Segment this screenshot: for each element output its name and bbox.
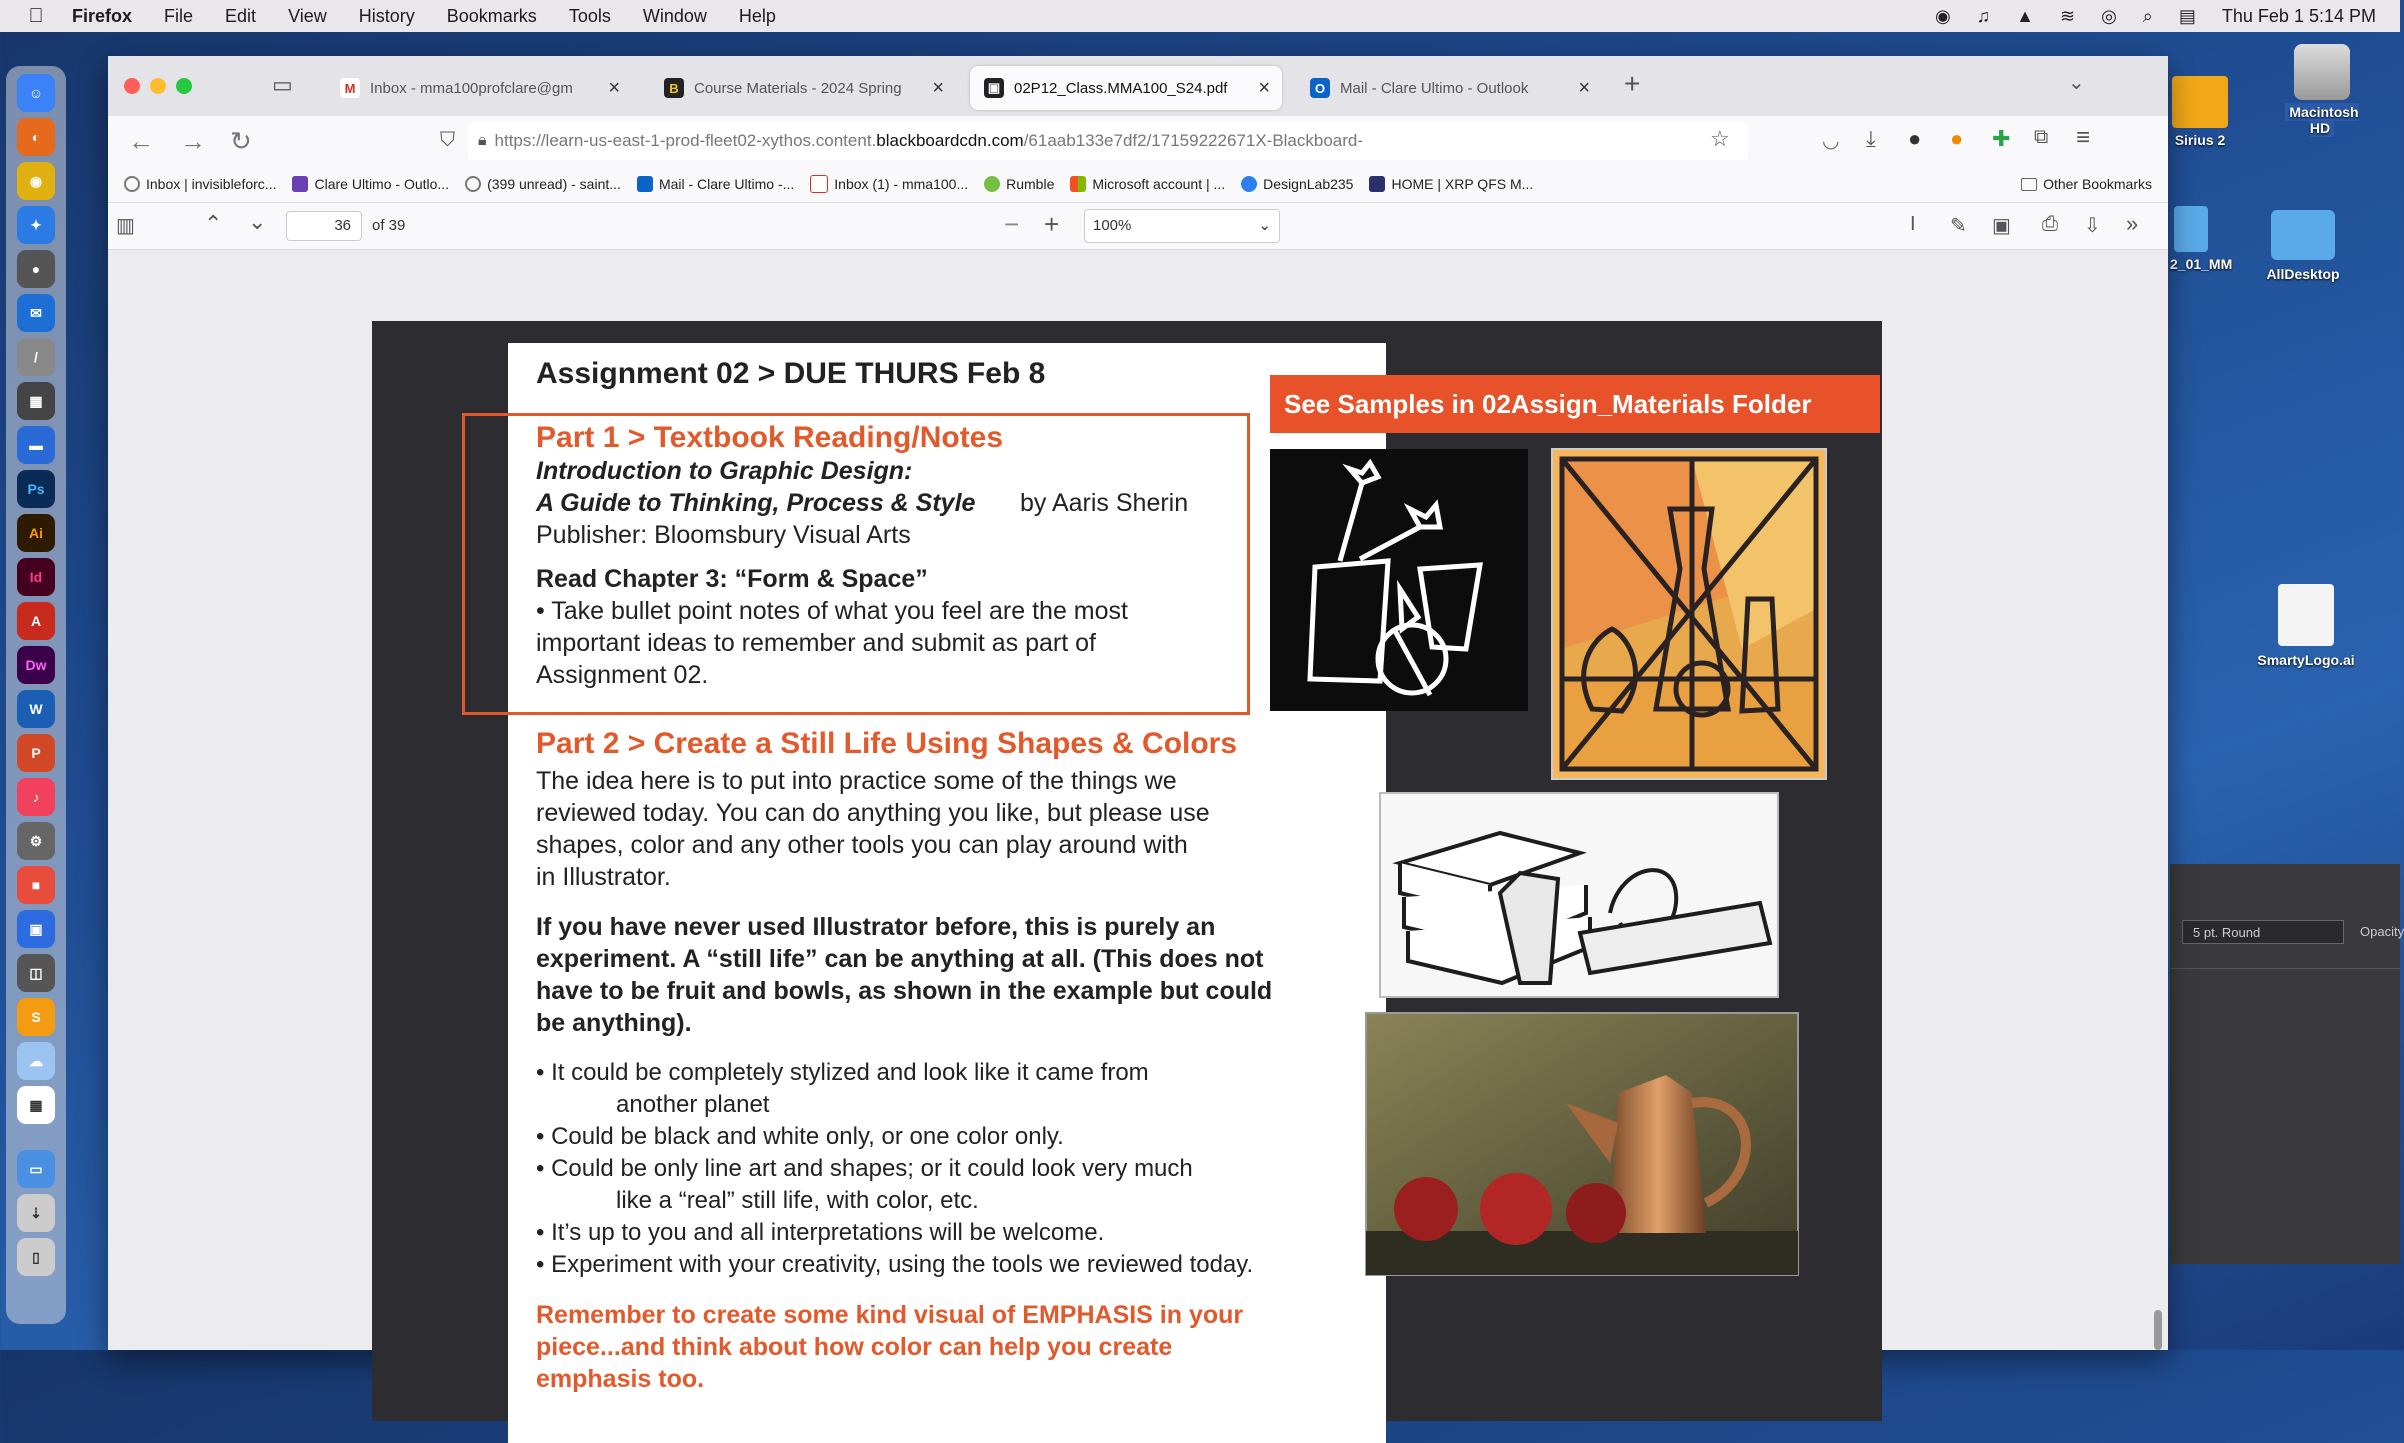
gmail-icon xyxy=(810,175,828,193)
globe-icon xyxy=(465,176,481,192)
screen-icon[interactable]: ▭ xyxy=(17,1150,55,1188)
menu-view[interactable]: View xyxy=(288,5,327,26)
menu-file[interactable]: File xyxy=(164,5,194,26)
part2-bold-line: If you have never used Illustrator before, this is purely an xyxy=(536,913,1216,941)
bookmark-label: (399 unread) - saint... xyxy=(487,176,621,192)
part2-intro-line: shapes, color and any other tools you can play around with xyxy=(536,831,1188,859)
bookmark-other[interactable] xyxy=(2021,176,2152,192)
bookmark-label: Inbox (1) - mma100... xyxy=(834,176,969,192)
powerpoint-icon[interactable]: P xyxy=(17,734,55,772)
globe-icon xyxy=(124,176,140,192)
outlook-icon xyxy=(637,176,653,192)
desktop-item-label: SmartyLogo.ai xyxy=(2257,652,2355,668)
sample-sketch-books xyxy=(1380,793,1778,997)
system-prefs-icon[interactable]: ⚙ xyxy=(17,822,55,860)
more-tools-icon[interactable]: » xyxy=(2126,211,2139,236)
xrp-icon xyxy=(1369,176,1385,192)
previous-page-icon[interactable]: ⌃ xyxy=(204,211,223,236)
new-tab-plus-icon[interactable]: + xyxy=(1624,68,1641,99)
firefox-icon[interactable]: ◐ xyxy=(17,118,55,156)
navigation-bar xyxy=(108,116,2168,166)
illustrator-panel xyxy=(2170,864,2404,1264)
bookmark-inbox-mma100[interactable] xyxy=(810,175,968,193)
tab-label: Course Materials - 2024 Spring xyxy=(694,79,902,97)
desktop-item-alldesktop[interactable] xyxy=(2248,210,2358,282)
extensions-puzzle-icon[interactable]: ⧉ xyxy=(2034,126,2049,148)
desktop-item-label: AllDesktop xyxy=(2266,266,2340,282)
menu-tools[interactable]: Tools xyxy=(568,5,611,26)
url-suffix: /61aab133e7df2/17159222671X-Blackboard- xyxy=(1023,131,1364,150)
desktop-item-mm[interactable] xyxy=(2170,206,2233,272)
extension-orange-icon[interactable]: ● xyxy=(1950,126,1964,151)
bookmark-label: Clare Ultimo - Outlo... xyxy=(314,176,450,192)
cloud-app-icon[interactable]: ☁ xyxy=(17,1042,55,1080)
book-publisher: Publisher: Bloomsbury Visual Arts xyxy=(536,521,911,549)
photos-app-icon[interactable]: ● xyxy=(17,250,55,288)
part1-heading: Part 1 > Textbook Reading/Notes xyxy=(536,421,1004,454)
folder-icon xyxy=(2271,210,2335,260)
user-icon[interactable]: ◎ xyxy=(2101,5,2117,26)
indesign-icon[interactable]: Id xyxy=(17,558,55,596)
part2-heading: Part 2 > Create a Still Life Using Shapes & Colors xyxy=(536,727,1238,760)
part1-bullet-line: important ideas to remember and submit as part of xyxy=(536,629,1096,657)
part2-bullet: • Could be only line art and shapes; or it could look very much xyxy=(536,1155,1193,1182)
next-page-icon[interactable]: ⌄ xyxy=(248,209,267,234)
folder-icon xyxy=(2021,178,2037,191)
sample-lineart-black xyxy=(1270,449,1528,711)
bookmark-mail-clare[interactable] xyxy=(637,176,794,192)
scrollbar-thumb[interactable] xyxy=(2154,1310,2162,1350)
bookmark-label: Microsoft account | ... xyxy=(1092,176,1226,192)
desktop-item-label: 2_01_MM xyxy=(2170,256,2233,272)
desktop-item-label: Macintosh HD xyxy=(2285,103,2358,137)
stroke-profile-select[interactable]: 5 pt. Round xyxy=(2182,920,2344,944)
downloads-stack-icon[interactable]: ⇣ xyxy=(17,1194,55,1232)
shield-icon[interactable]: ⛉ xyxy=(440,129,455,151)
spotlight-search-icon[interactable]: ⌕ xyxy=(2142,5,2153,26)
tab-overview-icon[interactable]: ▭ xyxy=(272,72,293,97)
acrobat-icon[interactable]: A xyxy=(17,602,55,640)
word-icon[interactable]: W xyxy=(17,690,55,728)
sidebar-toggle-icon[interactable]: ▥ xyxy=(116,215,135,237)
photoshop-icon[interactable]: Ps xyxy=(17,470,55,508)
menu-bookmarks[interactable]: Bookmarks xyxy=(446,5,537,26)
part1-bullet-line: Assignment 02. xyxy=(536,661,709,689)
part2-bold-line: have to be fruit and bowls, as shown in the example but could xyxy=(536,977,1273,1005)
menu-app-name[interactable]: Firefox xyxy=(72,5,133,26)
bookmark-label: HOME | XRP QFS M... xyxy=(1391,176,1534,192)
pen-app-icon[interactable]: / xyxy=(17,338,55,376)
text-cursor-icon[interactable]: I xyxy=(1910,213,1916,235)
lock-icon: 🔒︎ xyxy=(478,132,487,149)
dreamweaver-icon[interactable]: Dw xyxy=(17,646,55,684)
tab-bar xyxy=(108,56,2168,116)
part2-bullet: like a “real” still life, with color, etc. xyxy=(616,1187,979,1214)
part2-bullet: another planet xyxy=(616,1091,770,1118)
tab-gmail-inbox[interactable] xyxy=(326,66,632,110)
part2-intro-line: in Illustrator. xyxy=(536,863,671,891)
sublime-icon[interactable]: S xyxy=(17,998,55,1036)
pdf-icon: ▣ xyxy=(984,78,1004,98)
book-title-line2: A Guide to Thinking, Process & Style xyxy=(536,489,976,517)
extension-dark-icon[interactable]: ● xyxy=(1908,126,1922,151)
control-center-icon[interactable]: ▤ xyxy=(2178,5,2196,26)
screenshot-icon[interactable]: ◫ xyxy=(17,954,55,992)
pdf-viewer xyxy=(108,250,2168,1393)
dock xyxy=(6,66,66,1324)
bookmark-xrp[interactable] xyxy=(1369,176,1533,192)
reload-icon[interactable]: ↻ xyxy=(230,126,252,156)
assignment-title: Assignment 02 > DUE THURS Feb 8 xyxy=(536,357,1046,390)
bookmark-label: Other Bookmarks xyxy=(2043,176,2152,192)
music-icon[interactable]: ♪ xyxy=(17,778,55,816)
hamburger-menu-icon[interactable]: ≡ xyxy=(2076,124,2091,151)
bookmark-clare-outlook[interactable] xyxy=(292,176,449,192)
assignment-panel xyxy=(508,343,1386,1443)
menu-window[interactable]: Window xyxy=(642,5,707,26)
book-title-line1: Introduction to Graphic Design: xyxy=(536,457,913,485)
apple-icon[interactable] xyxy=(16,5,56,28)
bookmarks-toolbar xyxy=(108,166,2168,202)
headphones-icon[interactable]: ♫ xyxy=(1976,5,1991,26)
emphasis-line: piece...and think about how color can help you create xyxy=(536,1333,1173,1361)
menu-help[interactable]: Help xyxy=(738,5,776,26)
hard-drive-icon xyxy=(2294,44,2350,100)
launchpad-icon[interactable]: ▦ xyxy=(17,1086,55,1124)
panel-divider xyxy=(2170,968,2400,969)
opacity-label: Opacity xyxy=(2360,924,2404,939)
bookmark-microsoft[interactable] xyxy=(1070,176,1225,192)
tab-label: Mail - Clare Ultimo - Outlook xyxy=(1340,79,1529,97)
desktop-item-smartylogo[interactable] xyxy=(2238,584,2374,668)
save-icon[interactable]: ⇩ xyxy=(2084,215,2101,237)
bookmark-label: Rumble xyxy=(1006,176,1055,192)
bookmark-n-icon xyxy=(292,176,308,192)
tab-course-materials[interactable] xyxy=(650,66,956,110)
bookmark-label: Mail - Clare Ultimo -... xyxy=(658,176,795,192)
download-icon[interactable]: ⤓ xyxy=(1866,126,1876,151)
bookmark-designlab[interactable] xyxy=(1241,176,1353,192)
bookmark-saint[interactable] xyxy=(465,176,621,192)
thunderbird-icon[interactable]: ✉ xyxy=(17,294,55,332)
app-store-icon[interactable]: ▬ xyxy=(17,426,55,464)
page-count: of 39 xyxy=(372,217,406,234)
sample-painting-teapot xyxy=(1366,1013,1798,1275)
part2-bullet: • It’s up to you and all interpretations will be welcome. xyxy=(536,1219,1105,1246)
tab-label: 02P12_Class.MMA100_S24.pdf xyxy=(1014,79,1228,97)
part2-bold-line: experiment. A “still life” can be anything at all. (This does not xyxy=(536,945,1264,973)
part2-bold-line: be anything). xyxy=(536,1009,692,1037)
bookmark-label: Inbox | invisibleforc... xyxy=(146,176,277,192)
emphasis-line: Remember to create some kind visual of EMPHASIS in your xyxy=(536,1301,1244,1329)
calculator-icon[interactable]: ▦ xyxy=(17,382,55,420)
url-domain: blackboardcdn.com xyxy=(876,131,1024,150)
tab-label: Inbox - mma100profclare@gm xyxy=(370,79,573,97)
part2-intro-line: reviewed today. You can do anything you like, but please use xyxy=(536,799,1210,827)
part2-bullet: • Could be black and white only, or one color only. xyxy=(536,1123,1064,1150)
tab-outlook-mail[interactable] xyxy=(1296,66,1602,110)
minimize-window-button[interactable] xyxy=(150,78,166,94)
pocket-icon[interactable]: ◡ xyxy=(1822,130,1840,152)
close-icon[interactable]: × xyxy=(1578,76,1590,99)
chevron-down-icon: ⌄ xyxy=(1258,217,1271,234)
slide-page xyxy=(372,321,1882,1421)
page-number-input[interactable]: 36 xyxy=(286,211,362,241)
part2-intro-line: The idea here is to put into practice some of the things we xyxy=(536,767,1177,795)
samples-banner: See Samples in 02Assign_Materials Folder xyxy=(1270,375,1880,433)
menu-history[interactable]: History xyxy=(358,5,415,26)
zoom-in-icon[interactable]: + xyxy=(1044,209,1060,239)
part2-bullet: • Experiment with your creativity, using the tools we reviewed today. xyxy=(536,1251,1254,1278)
book-author: by Aaris Sherin xyxy=(1020,489,1189,517)
document-icon xyxy=(2278,584,2334,646)
bookmark-label: DesignLab235 xyxy=(1263,176,1354,192)
bookmark-invisibleforce[interactable] xyxy=(124,176,276,192)
desktop-item-sirius[interactable] xyxy=(2170,76,2230,148)
extension-green-icon[interactable]: ✚ xyxy=(1992,126,2011,151)
zoom-out-icon[interactable]: − xyxy=(1004,209,1020,239)
bookmark-star-icon[interactable]: ☆ xyxy=(1710,126,1730,151)
safari-icon[interactable]: ✦ xyxy=(17,206,55,244)
url-prefix: https://learn-us-east-1-prod-fleet02-xythos.content. xyxy=(494,131,877,150)
desktop-item-macintosh-hd[interactable] xyxy=(2272,44,2372,136)
chrome-icon[interactable]: ◉ xyxy=(17,162,55,200)
microsoft-icon xyxy=(1070,176,1086,192)
finder-icon[interactable]: ☺ xyxy=(17,74,55,112)
close-icon[interactable]: × xyxy=(608,76,620,99)
zoom-window-button[interactable] xyxy=(176,78,192,94)
url-bar[interactable] xyxy=(468,122,1748,160)
folder-icon xyxy=(2172,76,2228,128)
draw-pen-icon[interactable]: ✎ xyxy=(1950,215,1967,237)
menu-clock[interactable]: Thu Feb 1 5:14 PM xyxy=(2221,5,2376,26)
zoom-select[interactable] xyxy=(1084,209,1280,243)
airplay-icon[interactable]: ▲ xyxy=(2016,5,2034,26)
app-red-icon[interactable]: ■ xyxy=(17,866,55,904)
close-window-button[interactable] xyxy=(124,78,140,94)
desktop-item-label: Sirius 2 xyxy=(2174,132,2226,148)
menu-edit[interactable]: Edit xyxy=(225,5,257,26)
record-icon[interactable]: ◉ xyxy=(1934,5,1951,26)
close-icon[interactable]: × xyxy=(1258,76,1270,99)
back-arrow-icon[interactable]: ← xyxy=(128,126,154,156)
outlook-icon: O xyxy=(1310,78,1330,98)
wifi-icon[interactable]: ≋ xyxy=(2059,5,2076,26)
emphasis-line: emphasis too. xyxy=(536,1365,705,1393)
wordpress-icon xyxy=(1241,176,1257,192)
sample-cubist-orange xyxy=(1552,449,1826,779)
zoom-value: 100% xyxy=(1093,217,1132,234)
close-icon[interactable]: × xyxy=(932,76,944,99)
illustrator-icon[interactable]: Ai xyxy=(17,514,55,552)
gmail-icon: M xyxy=(340,78,360,98)
bookmark-rumble[interactable] xyxy=(984,176,1054,192)
preview-icon[interactable]: ▣ xyxy=(17,910,55,948)
tab-list-chevron-icon[interactable]: ⌄ xyxy=(2068,72,2085,94)
rumble-icon xyxy=(984,176,1000,192)
part2-bullet: • It could be completely stylized and look like it came from xyxy=(536,1059,1149,1086)
tab-pdf[interactable] xyxy=(970,66,1282,110)
trash-icon[interactable]: ▯ xyxy=(17,1238,55,1276)
folder-icon xyxy=(2174,206,2208,252)
read-chapter: Read Chapter 3: “Form & Space” xyxy=(536,565,928,593)
part1-bullet-line: • Take bullet point notes of what you feel are the most xyxy=(536,597,1128,625)
browser-window xyxy=(108,56,2168,1393)
forward-arrow-icon[interactable]: → xyxy=(180,126,206,156)
pdf-toolbar xyxy=(108,202,2168,250)
print-icon[interactable]: ⎙ xyxy=(2042,213,2058,235)
blackboard-icon: B xyxy=(664,78,684,98)
image-icon[interactable]: ▣ xyxy=(1992,215,2011,237)
menu-bar xyxy=(0,0,2400,32)
